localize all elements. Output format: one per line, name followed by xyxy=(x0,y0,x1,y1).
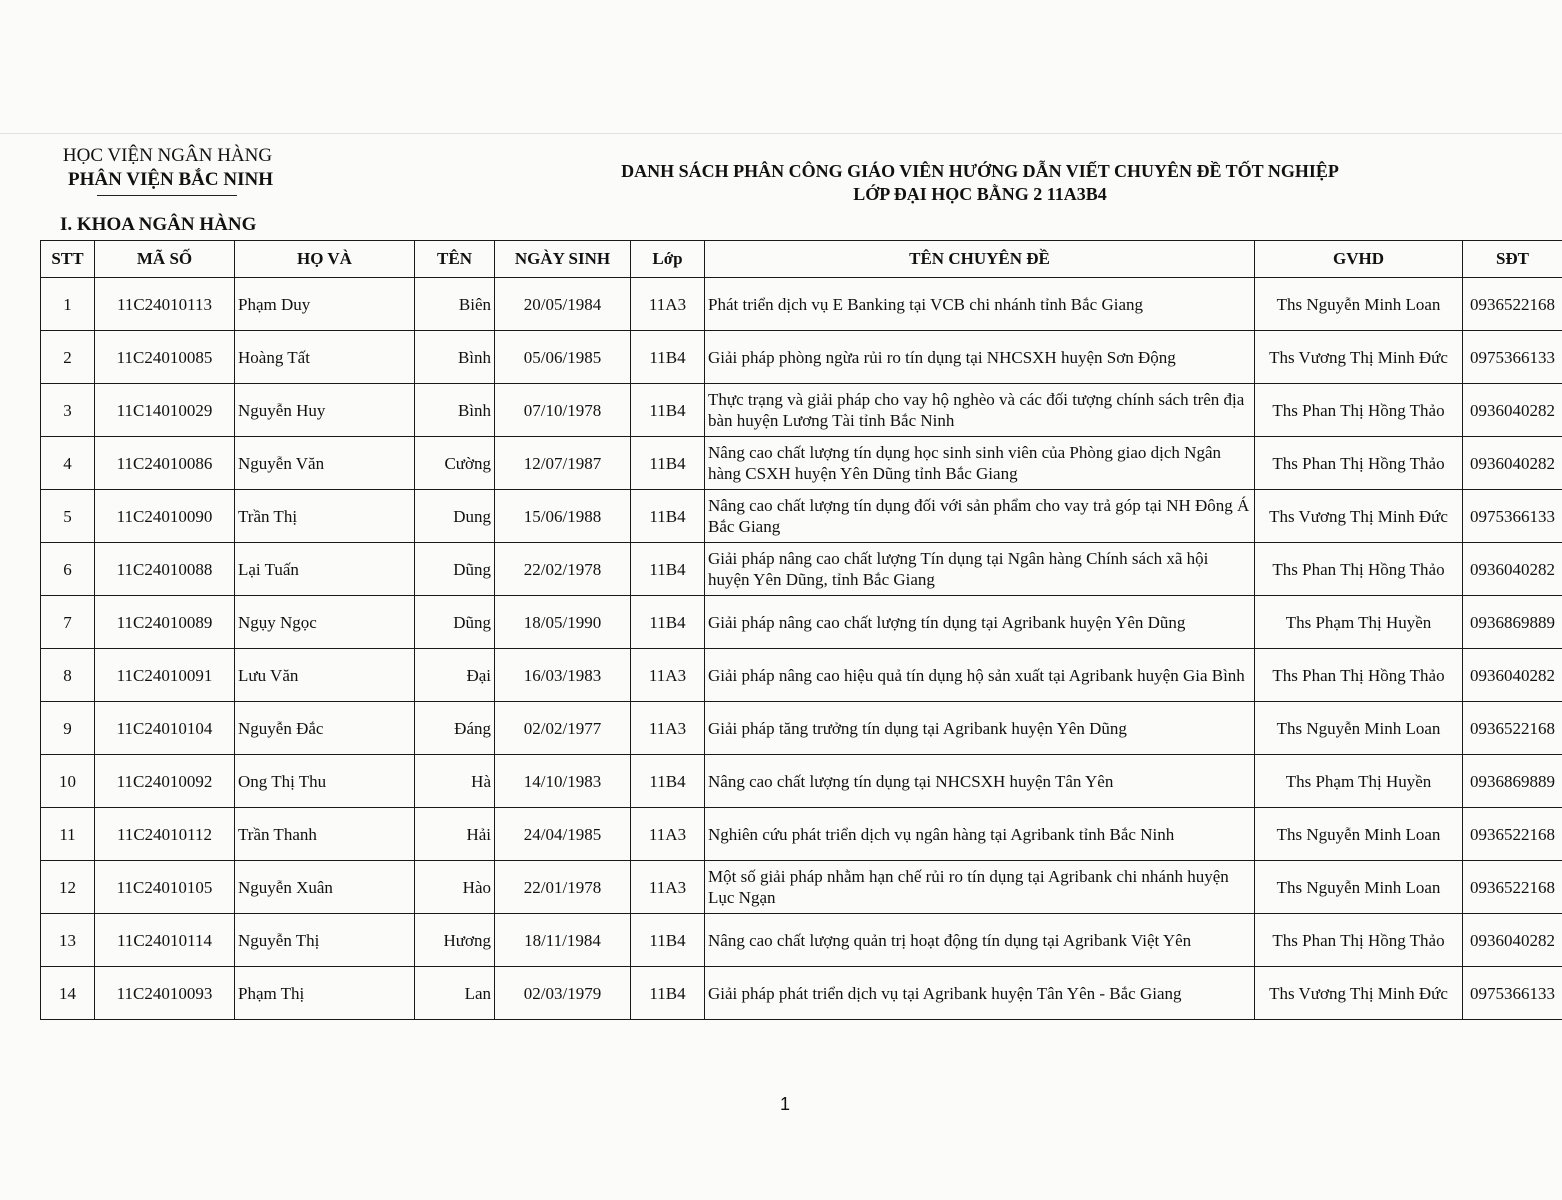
header-stt: STT xyxy=(41,241,95,278)
cell-advisor: Ths Phan Thị Hồng Thảo xyxy=(1255,649,1463,702)
table-header-row xyxy=(41,241,1562,278)
title-line-2: LỚP ĐẠI HỌC BẰNG 2 11A3B4 xyxy=(853,184,1107,204)
cell-code: 11C24010088 xyxy=(95,543,235,596)
cell-topic: Giải pháp nâng cao chất lượng tín dụng tại Agribank huyện Yên Dũng xyxy=(705,596,1255,649)
cell-class: 11B4 xyxy=(631,967,705,1020)
cell-class: 11B4 xyxy=(631,755,705,808)
cell-topic: Nâng cao chất lượng quản trị hoạt động tín dụng tại Agribank Việt Yên xyxy=(705,914,1255,967)
cell-advisor: Ths Phạm Thị Huyền xyxy=(1255,596,1463,649)
cell-code: 11C24010090 xyxy=(95,490,235,543)
cell-dob: 18/05/1990 xyxy=(495,596,631,649)
page-number: 1 xyxy=(779,1094,790,1114)
cell-code: 11C24010112 xyxy=(95,808,235,861)
cell-phone: 0936040282 xyxy=(1463,649,1562,702)
cell-firstname: Đáng xyxy=(415,702,495,755)
cell-firstname: Hương xyxy=(415,914,495,967)
document-title xyxy=(590,160,1370,206)
cell-firstname: Bình xyxy=(415,384,495,437)
cell-advisor: Ths Vương Thị Minh Đức xyxy=(1255,490,1463,543)
cell-class: 11B4 xyxy=(631,543,705,596)
cell-lastname: Hoàng Tất xyxy=(235,331,415,384)
cell-dob: 22/02/1978 xyxy=(495,543,631,596)
cell-stt: 2 xyxy=(41,331,95,384)
cell-class: 11B4 xyxy=(631,331,705,384)
cell-code: 11C24010114 xyxy=(95,914,235,967)
cell-firstname: Dũng xyxy=(415,596,495,649)
cell-lastname: Phạm Thị xyxy=(235,967,415,1020)
cell-dob: 05/06/1985 xyxy=(495,331,631,384)
cell-code: 11C24010086 xyxy=(95,437,235,490)
cell-firstname: Hà xyxy=(415,755,495,808)
cell-class: 11A3 xyxy=(631,861,705,914)
cell-dob: 22/01/1978 xyxy=(495,861,631,914)
cell-class: 11B4 xyxy=(631,490,705,543)
cell-dob: 02/02/1977 xyxy=(495,702,631,755)
cell-lastname: Phạm Duy xyxy=(235,278,415,331)
cell-code: 11C24010113 xyxy=(95,278,235,331)
cell-topic: Giải pháp phòng ngừa rủi ro tín dụng tại NHCSXH huyện Sơn Động xyxy=(705,331,1255,384)
scan-artifact-line xyxy=(0,133,1562,134)
cell-phone: 0936522168 xyxy=(1463,861,1562,914)
header-underline xyxy=(97,195,237,196)
cell-lastname: Lưu Văn xyxy=(235,649,415,702)
cell-phone: 0936869889 xyxy=(1463,755,1562,808)
cell-topic: Nâng cao chất lượng tín dụng học sinh sinh viên của Phòng giao dịch Ngân hàng CSXH huyện Yên Dũng tỉnh Bắc Giang xyxy=(705,437,1255,490)
cell-firstname: Lan xyxy=(415,967,495,1020)
cell-topic: Nâng cao chất lượng tín dụng đối với sản phẩm cho vay trả góp tại NH Đông Á Bắc Giang xyxy=(705,490,1255,543)
header-code: MÃ SỐ xyxy=(95,241,235,278)
cell-phone: 0936522168 xyxy=(1463,808,1562,861)
cell-firstname: Đại xyxy=(415,649,495,702)
institution-header xyxy=(62,144,273,196)
header-lastname: HỌ VÀ xyxy=(235,241,415,278)
cell-stt: 11 xyxy=(41,808,95,861)
table-row xyxy=(41,914,1562,967)
table-row xyxy=(41,967,1562,1020)
cell-dob: 24/04/1985 xyxy=(495,808,631,861)
header-topic: TÊN CHUYÊN ĐỀ xyxy=(705,241,1255,278)
cell-dob: 20/05/1984 xyxy=(495,278,631,331)
cell-phone: 0975366133 xyxy=(1463,490,1562,543)
cell-topic: Giải pháp phát triển dịch vụ tại Agribank huyện Tân Yên - Bắc Giang xyxy=(705,967,1255,1020)
assignment-table xyxy=(40,240,1562,1020)
cell-code: 11C24010105 xyxy=(95,861,235,914)
cell-stt: 14 xyxy=(41,967,95,1020)
cell-advisor: Ths Phan Thị Hồng Thảo xyxy=(1255,914,1463,967)
branch-name: PHÂN VIỆN BẮC NINH xyxy=(68,169,273,190)
cell-phone: 0975366133 xyxy=(1463,331,1562,384)
cell-firstname: Hào xyxy=(415,861,495,914)
cell-stt: 12 xyxy=(41,861,95,914)
cell-advisor: Ths Nguyễn Minh Loan xyxy=(1255,808,1463,861)
cell-class: 11B4 xyxy=(631,384,705,437)
header-phone: SĐT xyxy=(1463,241,1562,278)
cell-code: 11C24010089 xyxy=(95,596,235,649)
cell-topic: Giải pháp tăng trưởng tín dụng tại Agribank huyện Yên Dũng xyxy=(705,702,1255,755)
cell-phone: 0936040282 xyxy=(1463,384,1562,437)
cell-phone: 0936040282 xyxy=(1463,914,1562,967)
cell-phone: 0975366133 xyxy=(1463,967,1562,1020)
cell-phone: 0936522168 xyxy=(1463,278,1562,331)
cell-lastname: Nguyễn Xuân xyxy=(235,861,415,914)
cell-firstname: Dũng xyxy=(415,543,495,596)
cell-topic: Phát triển dịch vụ E Banking tại VCB chi nhánh tỉnh Bắc Giang xyxy=(705,278,1255,331)
cell-advisor: Ths Phạm Thị Huyền xyxy=(1255,755,1463,808)
cell-code: 11C24010104 xyxy=(95,702,235,755)
cell-code: 11C24010085 xyxy=(95,331,235,384)
cell-advisor: Ths Vương Thị Minh Đức xyxy=(1255,967,1463,1020)
table-row xyxy=(41,331,1562,384)
cell-phone: 0936040282 xyxy=(1463,437,1562,490)
institution-name: HỌC VIỆN NGÂN HÀNG xyxy=(62,145,273,166)
cell-lastname: Ngụy Ngọc xyxy=(235,596,415,649)
cell-dob: 14/10/1983 xyxy=(495,755,631,808)
cell-stt: 5 xyxy=(41,490,95,543)
cell-advisor: Ths Nguyễn Minh Loan xyxy=(1255,702,1463,755)
cell-advisor: Ths Phan Thị Hồng Thảo xyxy=(1255,437,1463,490)
cell-stt: 8 xyxy=(41,649,95,702)
cell-code: 11C24010091 xyxy=(95,649,235,702)
header-firstname: TÊN xyxy=(415,241,495,278)
table-row xyxy=(41,649,1562,702)
table-row xyxy=(41,543,1562,596)
table-row xyxy=(41,490,1562,543)
cell-stt: 1 xyxy=(41,278,95,331)
cell-class: 11A3 xyxy=(631,808,705,861)
table-row xyxy=(41,278,1562,331)
cell-topic: Nâng cao chất lượng tín dụng tại NHCSXH huyện Tân Yên xyxy=(705,755,1255,808)
cell-advisor: Ths Nguyễn Minh Loan xyxy=(1255,861,1463,914)
cell-advisor: Ths Phan Thị Hồng Thảo xyxy=(1255,384,1463,437)
table-row xyxy=(41,808,1562,861)
header-class: Lớp xyxy=(631,241,705,278)
cell-dob: 07/10/1978 xyxy=(495,384,631,437)
header-advisor: GVHD xyxy=(1255,241,1463,278)
title-line-1: DANH SÁCH PHÂN CÔNG GIÁO VIÊN HƯỚNG DẪN VIẾT CHUYÊN ĐỀ TỐT NGHIỆP xyxy=(621,161,1339,181)
table-row xyxy=(41,755,1562,808)
table-row xyxy=(41,596,1562,649)
cell-dob: 16/03/1983 xyxy=(495,649,631,702)
table-row xyxy=(41,437,1562,490)
cell-code: 11C14010029 xyxy=(95,384,235,437)
table-row xyxy=(41,384,1562,437)
cell-firstname: Biên xyxy=(415,278,495,331)
cell-topic: Giải pháp nâng cao hiệu quả tín dụng hộ sản xuất tại Agribank huyện Gia Bình xyxy=(705,649,1255,702)
cell-topic: Thực trạng và giải pháp cho vay hộ nghèo và các đối tượng chính sách trên địa bàn huyện Lương Tài tỉnh Bắc Ninh xyxy=(705,384,1255,437)
cell-class: 11B4 xyxy=(631,437,705,490)
cell-firstname: Bình xyxy=(415,331,495,384)
cell-class: 11B4 xyxy=(631,914,705,967)
cell-dob: 12/07/1987 xyxy=(495,437,631,490)
cell-class: 11A3 xyxy=(631,278,705,331)
cell-advisor: Ths Phan Thị Hồng Thảo xyxy=(1255,543,1463,596)
cell-lastname: Lại Tuấn xyxy=(235,543,415,596)
cell-advisor: Ths Vương Thị Minh Đức xyxy=(1255,331,1463,384)
cell-lastname: Nguyễn Huy xyxy=(235,384,415,437)
table-row xyxy=(41,861,1562,914)
cell-phone: 0936869889 xyxy=(1463,596,1562,649)
cell-advisor: Ths Nguyễn Minh Loan xyxy=(1255,278,1463,331)
cell-dob: 02/03/1979 xyxy=(495,967,631,1020)
header-dob: NGÀY SINH xyxy=(495,241,631,278)
cell-lastname: Trần Thanh xyxy=(235,808,415,861)
cell-phone: 0936522168 xyxy=(1463,702,1562,755)
section-heading: I. KHOA NGÂN HÀNG xyxy=(60,214,257,235)
cell-stt: 13 xyxy=(41,914,95,967)
cell-code: 11C24010092 xyxy=(95,755,235,808)
cell-stt: 3 xyxy=(41,384,95,437)
cell-stt: 4 xyxy=(41,437,95,490)
cell-dob: 18/11/1984 xyxy=(495,914,631,967)
cell-lastname: Ong Thị Thu xyxy=(235,755,415,808)
cell-lastname: Nguyễn Đắc xyxy=(235,702,415,755)
cell-dob: 15/06/1988 xyxy=(495,490,631,543)
cell-lastname: Trần Thị xyxy=(235,490,415,543)
cell-firstname: Cường xyxy=(415,437,495,490)
cell-topic: Giải pháp nâng cao chất lượng Tín dụng tại Ngân hàng Chính sách xã hội huyện Yên Dũng, tỉnh Bắc Giang xyxy=(705,543,1255,596)
cell-class: 11B4 xyxy=(631,596,705,649)
table-row xyxy=(41,702,1562,755)
cell-topic: Một số giải pháp nhằm hạn chế rủi ro tín dụng tại Agribank chi nhánh huyện Lục Ngạn xyxy=(705,861,1255,914)
cell-class: 11A3 xyxy=(631,702,705,755)
cell-lastname: Nguyễn Thị xyxy=(235,914,415,967)
cell-stt: 9 xyxy=(41,702,95,755)
cell-code: 11C24010093 xyxy=(95,967,235,1020)
cell-topic: Nghiên cứu phát triển dịch vụ ngân hàng tại Agribank tỉnh Bắc Ninh xyxy=(705,808,1255,861)
cell-class: 11A3 xyxy=(631,649,705,702)
cell-firstname: Dung xyxy=(415,490,495,543)
cell-stt: 7 xyxy=(41,596,95,649)
cell-stt: 10 xyxy=(41,755,95,808)
cell-stt: 6 xyxy=(41,543,95,596)
cell-lastname: Nguyễn Văn xyxy=(235,437,415,490)
cell-phone: 0936040282 xyxy=(1463,543,1562,596)
cell-firstname: Hải xyxy=(415,808,495,861)
